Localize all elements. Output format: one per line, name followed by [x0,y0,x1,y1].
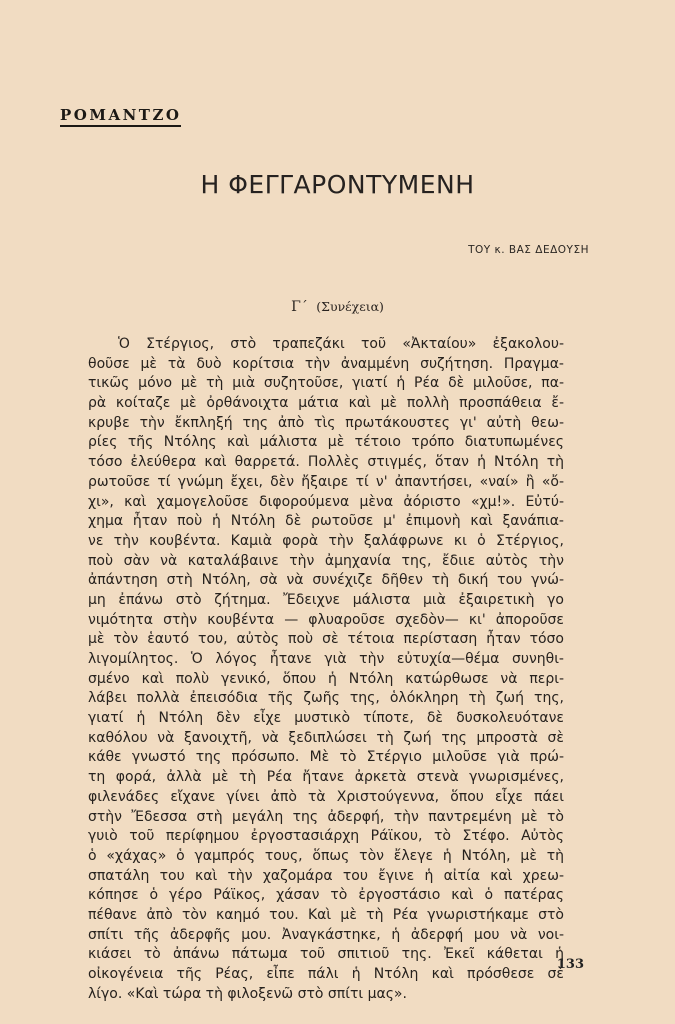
continuation-note: (Συνέχεια) [316,299,384,314]
text-line: ρίες τῆς Ντόλης καὶ μάλιστα μὲ τέτοιο τρόπο διατυπωμένες [88,434,564,451]
text-line: κρυβε τὴν ἔκπληξή της ἀπὸ τὶς πρωτάκουστες γι' αὐτὴ θεω- [88,414,564,431]
text-line: σπατάλη του καὶ τὴν χαζομάρα του ἔγινε ἡ αἰτία καὶ χρεω- [88,867,564,884]
text-line: οἰκογένεια τῆς Ρέας, εἶπε πάλι ἡ Ντόλη καὶ πρόσθεσε σὲ [88,966,564,982]
text-line: νε τὴν κουβέντα. Καμιὰ φορὰ τὴν ξαλάφρωνε κι ὁ Στέργιος, [88,532,564,549]
text-line: κιάσει τὸ ἀπάνω πάτωμα τοῦ σπιτιοῦ της. Ἐκεῖ κάθεται ἡ [88,946,564,963]
text-line: Ὁ Στέργιος, στὸ τραπεζάκι τοῦ «Ἀκταίου» ἐξακολου- [118,336,564,352]
part-numeral: Γ΄ [291,299,308,315]
text-line: μη ἐπάνω στὸ ζήτημα. Ἔδειχνε μάλιστα μιὰ ἐξαιρετικὴ γο [88,591,564,608]
text-line: ρωτοῦσε τί γνώμη ἔχει, δὲν ἤξαιρε τί ν' ἀπαντήσει, «ναί» ἢ «ὄ- [88,473,564,490]
text-line: νιμότητα στὴν κουβέντα — φλυαροῦσε σχεδὸν— κι' ἀποροῦσε [88,611,564,628]
page-number: 133 [556,957,584,972]
text-line: τόσο ἐλεύθερα καὶ θαρρετά. Πολλὲς στιγμές, ὅταν ἡ Ντόλη τὴ [88,454,564,471]
text-line: χι», καὶ χαμογελοῦσε διφορούμενα μὲνα ἀόριστο «χμ!». Εὐτύ- [88,493,564,510]
text-line: λιγομίλητος. Ὁ λόγος ἦτανε γιὰ τὴν εὐτυχία—θέμα συνηθι- [88,651,564,667]
text-line: τη φορά, ἀλλὰ μὲ τὴ Ρέα ἤτανε ἀρκετὰ στενὰ γνωρισμένες, [88,769,564,786]
text-line: φιλενάδες εἴχανε γίνει ἀπὸ τὰ Χριστούγεννα, ὅπου εἶχε πάει [88,788,564,805]
text-line: ἀπάντηση στὴ Ντόλη, σὰ νὰ συνέχιζε δῆθεν τὴ δική του γνώ- [88,572,564,589]
text-line: κάθε γνωστό της πρόσωπο. Μὲ τὸ Στέργιο μιλοῦσε γιὰ πρώ- [88,749,564,766]
text-line: στὴν Ἔδεσσα στὴ μεγάλη της ἀδερφή, τὴν παντρεμένη μὲ τὸ [88,808,564,825]
text-line: γιατί ἡ Ντόλη δὲν εἶχε μυστικὸ τίποτε, δὲ δυσκολευότανε [88,710,564,727]
text-line: καθόλου νὰ ξανοιχτῆ, νὰ ξεδιπλώσει τὴ ζωή της μπροστὰ σὲ [88,729,564,746]
text-line: χημα ἦταν ποὺ ἡ Ντόλη δὲ ρωτοῦσε μ' ἐπιμονὴ καὶ ξανάπια- [88,513,564,530]
part-heading [0,299,675,315]
text-line: ποὺ σὰν νὰ καταλάβαινε τὴν ἀμηχανία της, ἔδιιε αὐτὸς τὴν [88,552,564,569]
text-line: μὲ τὸν ἑαυτό του, αὐτὸς ποὺ σὲ τέτοια περίσταση ἦταν τόσο [88,631,564,648]
text-line: κόπησε ὁ γέρο Ράϊκος, χάσαν τὸ ἐργοστάσιο καὶ ὁ πατέρας [88,887,564,904]
text-line: πέθανε ἀπὸ τὸν καημό του. Καὶ μὲ τὴ Ρέα γνωριστήκαμε στὸ [88,906,564,923]
text-line: σπίτι τῆς ἀδερφῆς μου. Ἀναγκάστηκε, ἡ ἀδερφή μου νὰ νοι- [88,926,564,943]
text-line: θοῦσε μὲ τὰ δυὸ κορίτσια τὴν ἀναμμένη συζήτηση. Πραγμα- [88,355,564,372]
story-title: Η ΦΕΓΓΑΡΟΝΤΥΜΕΝΗ [200,170,475,199]
text-line: ρὰ κοίταζε μὲ ὀρθάνοιχτα μάτια καὶ μὲ πολλὴ προσπάθεια ἔ- [88,395,564,412]
section-label: ΡΟΜΑΝΤΖΟ [60,106,181,127]
author-byline: ΤΟΥ κ. ΒΑΣ ΔΕΔΟΥΣΗ [468,244,589,256]
text-line: λάβει πολλὰ ἐπεισόδια τῆς ζωῆς της, ὁλόκληρη τὴ ζωή της, [88,690,564,707]
text-line: ὁ «χάχας» ὁ γαμπρός τους, ὅπως τὸν ἔλεγε ἡ Ντόλη, μὲ τὴ [88,847,564,864]
text-line: σμένο καὶ πολὺ γενικό, ὅπου ἡ Ντόλη κατώρθωσε νὰ περι- [88,670,564,687]
text-line: λίγο. «Καὶ τώρα τὴ φιλοξενῶ στὸ σπίτι μας». [88,985,407,1002]
text-line: τικῶς μόνο μὲ τὴ μιὰ συζητοῦσε, γιατί ἡ Ρέα δὲ μιλοῦσε, πα- [88,375,564,392]
body-paragraph [88,335,564,1004]
text-line: γυιὸ τοῦ περίφημου ἐργοστασιάρχη Ράϊκου, τὸ Στέφο. Αὐτὸς [88,828,564,845]
